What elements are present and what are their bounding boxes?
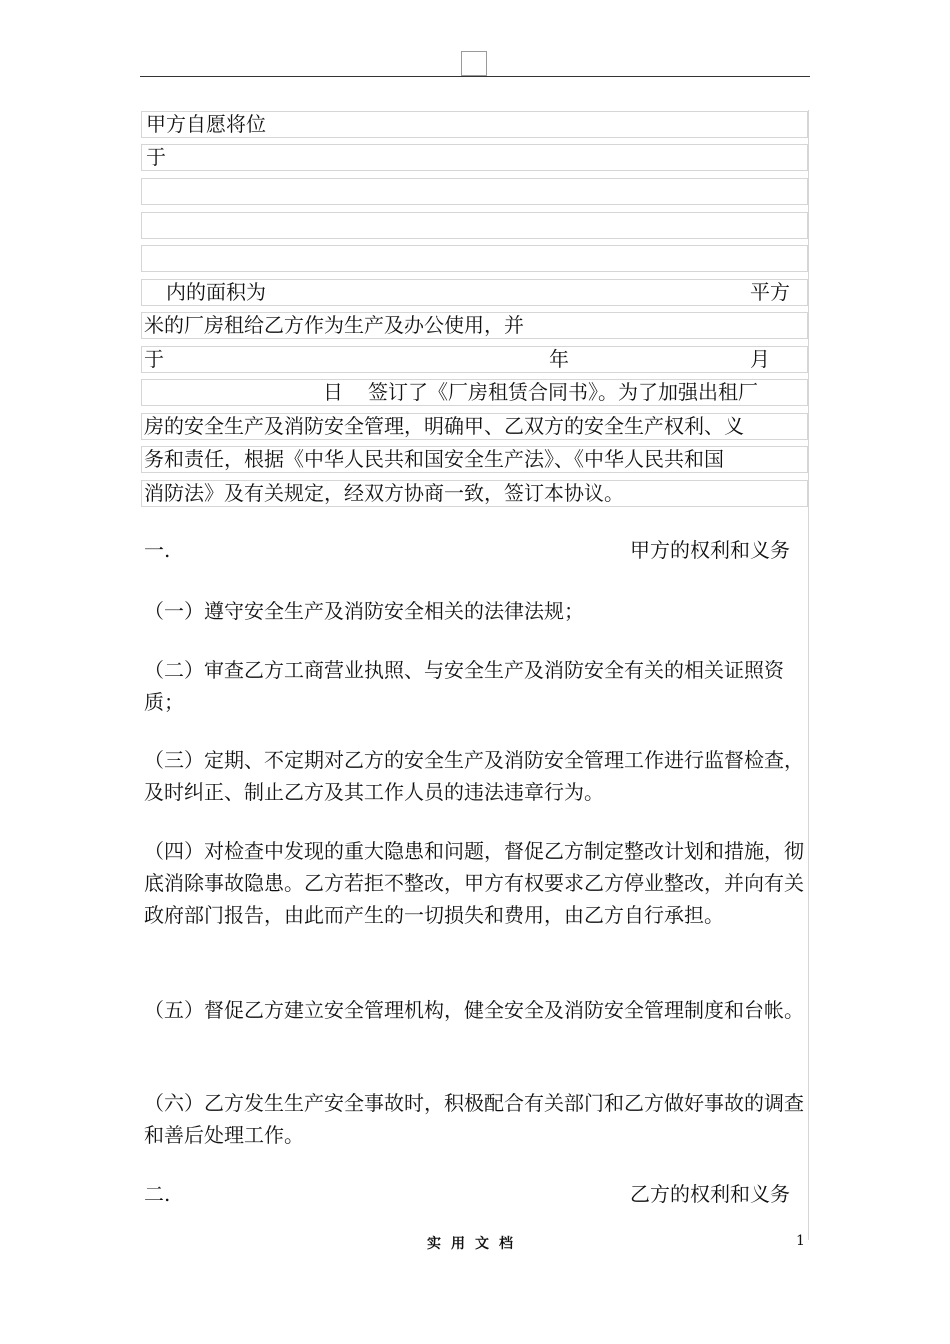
- field-row: [141, 346, 808, 373]
- date-year: 年: [549, 347, 569, 371]
- signed-line: 签订了《厂房租赁合同书》。为了加强出租厂: [368, 380, 758, 404]
- section-2-number: 二.: [144, 1182, 171, 1206]
- header-rule: [140, 76, 810, 77]
- section-1-number: 一.: [144, 538, 171, 562]
- area-label: 内的面积为: [166, 280, 266, 304]
- section-1-title: 甲方的权利和义务: [630, 538, 790, 562]
- section-1-item-6: （六）乙方发生生产安全事故时，积极配合有关部门和乙方做好事故的调查和善后处理工作。: [144, 1091, 804, 1147]
- section-1-item-3: （三）定期、不定期对乙方的安全生产及消防安全管理工作进行监督检查，及时纠正、制止乙方及其工作人员的违法违章行为。: [144, 748, 804, 804]
- section-2-title: 乙方的权利和义务: [630, 1182, 790, 1206]
- section-1-item-4: （四）对检查中发现的重大隐患和问题，督促乙方制定整改计划和措施，彻底消除事故隐患。乙方若拒不整改，甲方有权要求乙方停业整改，并向有关政府部门报告，由此而产生的一切损失和费用，由乙方自行承担。: [144, 839, 804, 927]
- date-prefix: 于: [144, 347, 164, 371]
- field-row: [141, 245, 808, 272]
- intro-line-b: 房的安全生产及消防安全管理，明确甲、乙双方的安全生产权利、义: [144, 414, 744, 438]
- date-day: 日: [323, 380, 343, 404]
- header-placeholder-box: [461, 51, 487, 76]
- area-unit: 平方: [750, 280, 790, 304]
- field-row: [141, 178, 808, 205]
- field-row: [141, 212, 808, 239]
- intro-line-d: 消防法》及有关规定，经双方协商一致，签订本协议。: [144, 481, 624, 505]
- intro-line-at: 于: [146, 145, 166, 169]
- intro-line-c: 务和责任，根据《中华人民共和国安全生产法》、《中华人民共和国: [144, 447, 724, 471]
- field-row: [141, 144, 808, 171]
- page-number: 1: [796, 1233, 805, 1249]
- usage-line: 米的厂房租给乙方作为生产及办公使用，并: [144, 313, 524, 337]
- section-1-item-5: （五）督促乙方建立安全管理机构，健全安全及消防安全管理制度和台帐。: [144, 998, 804, 1022]
- intro-line-location: 甲方自愿将位: [146, 112, 266, 136]
- section-1-item-2: （二）审查乙方工商营业执照、与安全生产及消防安全有关的相关证照资质；: [144, 658, 784, 714]
- section-1-item-1: （一）遵守安全生产及消防安全相关的法律法规；: [144, 599, 584, 623]
- date-month: 月: [750, 347, 770, 371]
- footer-label: 实用文档: [427, 1236, 523, 1252]
